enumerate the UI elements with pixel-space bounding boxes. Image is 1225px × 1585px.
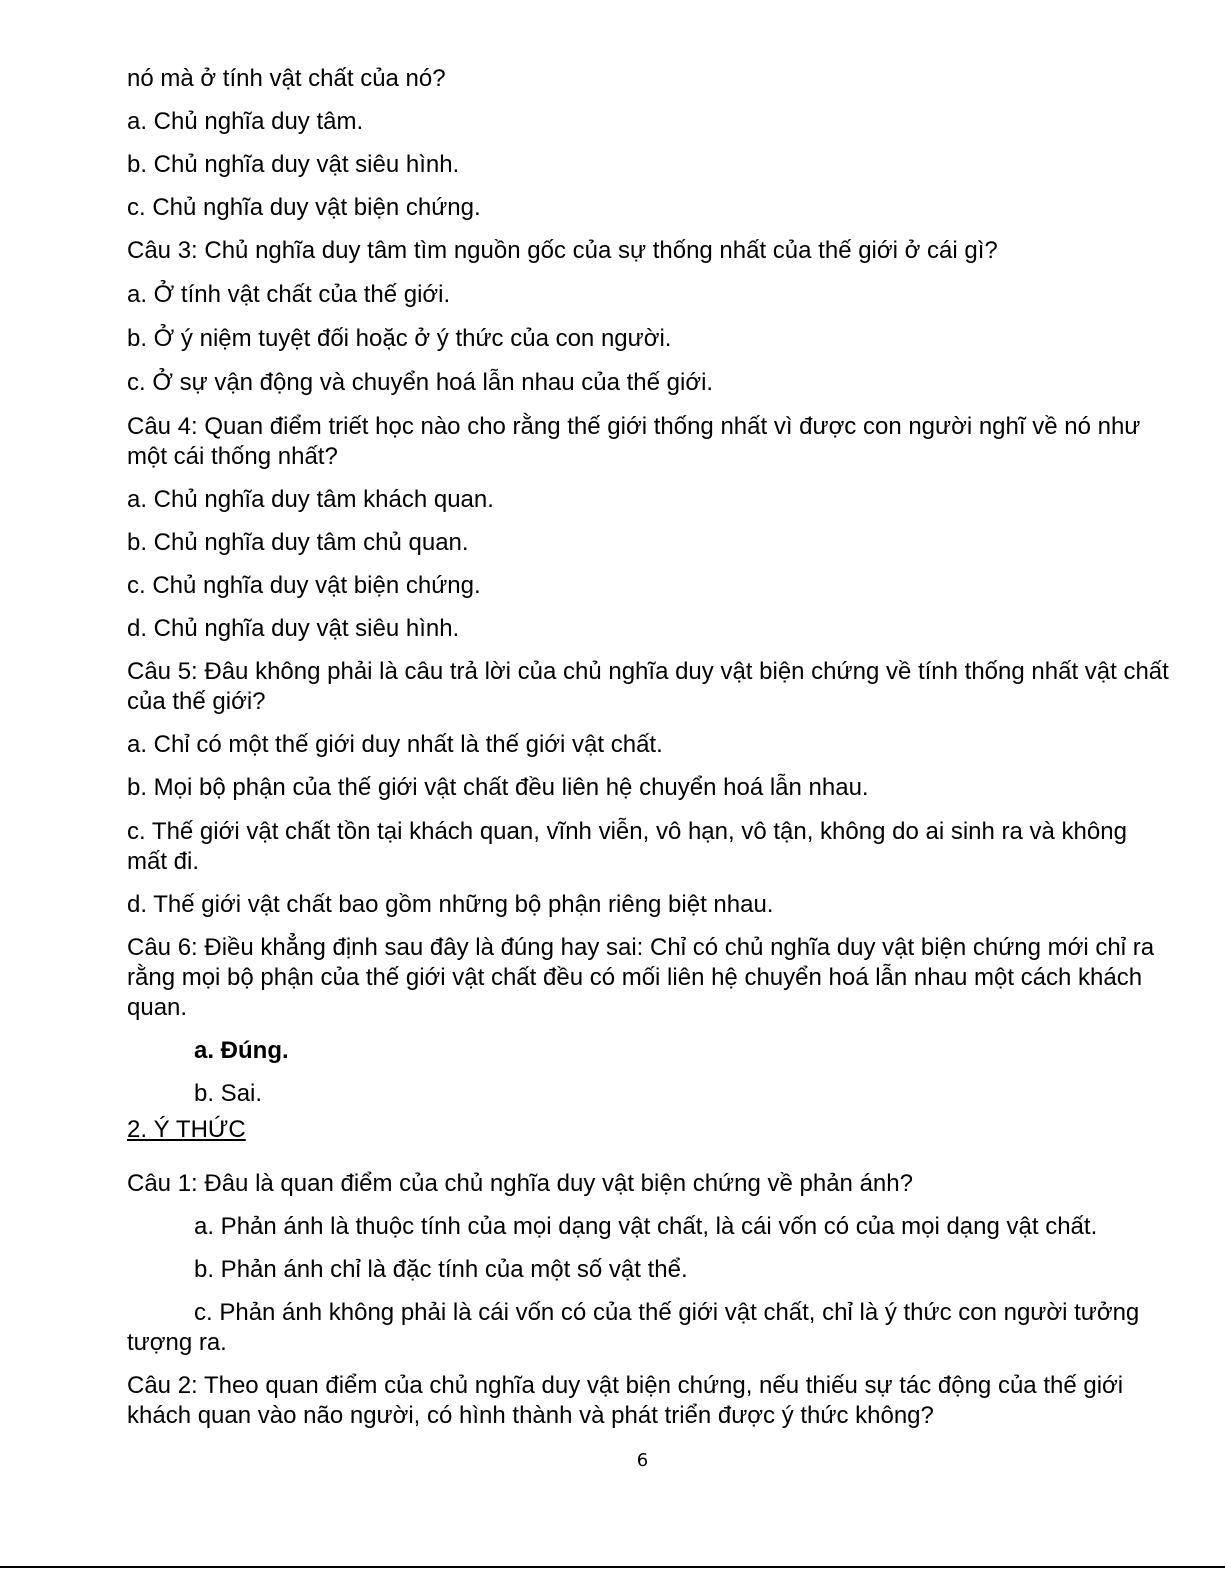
answer-option: a. Chủ nghĩa duy tâm. (127, 108, 364, 135)
answer-option: b. Mọi bộ phận của thế giới vật chất đều liên hệ chuyển hoá lẫn nhau. (127, 774, 869, 801)
question-6: Câu 6: Điều khẳng định sau đây là đúng hay sai: Chỉ có chủ nghĩa duy vật biện chứng mới chỉ ra rằng mọi bộ phận của thế giới vật chất đều có mối liên hệ chuyển hoá lẫn nhau một cách khách quan. (127, 934, 1155, 1021)
question-5: Câu 5: Đâu không phải là câu trả lời của chủ nghĩa duy vật biện chứng về tính thống nhất vật chất của thế giới? (127, 658, 1169, 715)
answer-option: c. Phản ánh không phải là cái vốn có của thế giới vật chất, chỉ là ý thức con người tưởng tượng ra. (127, 1299, 1140, 1356)
answer-option: c. Ở sự vận động và chuyển hoá lẫn nhau của thế giới. (127, 369, 714, 396)
answer-option: d. Chủ nghĩa duy vật siêu hình. (127, 615, 460, 642)
answer-option: c. Chủ nghĩa duy vật biện chứng. (127, 572, 481, 599)
text-line: nó mà ở tính vật chất của nó? (127, 65, 446, 92)
answer-option-correct: b. Ở ý niệm tuyệt đối hoặc ở ý thức của con người. (127, 325, 672, 352)
page-bottom-rule (0, 1566, 1225, 1568)
answer-option: a. Ở tính vật chất của thế giới. (127, 281, 451, 308)
answer-option: b. Sai. (194, 1080, 263, 1107)
page-number: 6 (636, 1450, 649, 1471)
page-content (127, 64, 1173, 1431)
answer-option: b. Chủ nghĩa duy vật siêu hình. (127, 151, 460, 178)
answer-option-correct: c. Chủ nghĩa duy vật biện chứng. (127, 194, 481, 221)
answer-option-correct: a. Đúng. (194, 1037, 289, 1064)
question-1: Câu 1: Đâu là quan điểm của chủ nghĩa duy vật biện chứng về phản ánh? (127, 1170, 913, 1197)
question-3: Câu 3: Chủ nghĩa duy tâm tìm nguồn gốc của sự thống nhất của thế giới ở cái gì? (127, 237, 998, 264)
answer-option-correct: d. Thế giới vật chất bao gồm những bộ phận riêng biệt nhau. (127, 891, 774, 918)
answer-option: a. Chỉ có một thế giới duy nhất là thế giới vật chất. (127, 731, 663, 758)
answer-option-correct: b. Chủ nghĩa duy tâm chủ quan. (127, 529, 469, 556)
answer-option: b. Phản ánh chỉ là đặc tính của một số vật thể. (194, 1256, 688, 1283)
answer-option-correct: a. Phản ánh là thuộc tính của mọi dạng vật chất, là cái vốn có của mọi dạng vật chất. (194, 1213, 1098, 1240)
section-heading: 2. Ý THỨC (127, 1116, 246, 1143)
question-2: Câu 2: Theo quan điểm của chủ nghĩa duy vật biện chứng, nếu thiếu sự tác động của thế giới khách quan vào não người, có hình thành và phát triển được ý thức không? (127, 1372, 1124, 1429)
answer-option: a. Chủ nghĩa duy tâm khách quan. (127, 486, 494, 513)
answer-option: c. Thế giới vật chất tồn tại khách quan, vĩnh viễn, vô hạn, vô tận, không do ai sinh ra và không mất đi. (127, 818, 1127, 875)
question-4: Câu 4: Quan điểm triết học nào cho rằng thế giới thống nhất vì được con người nghĩ về nó như một cái thống nhất? (127, 413, 1141, 470)
